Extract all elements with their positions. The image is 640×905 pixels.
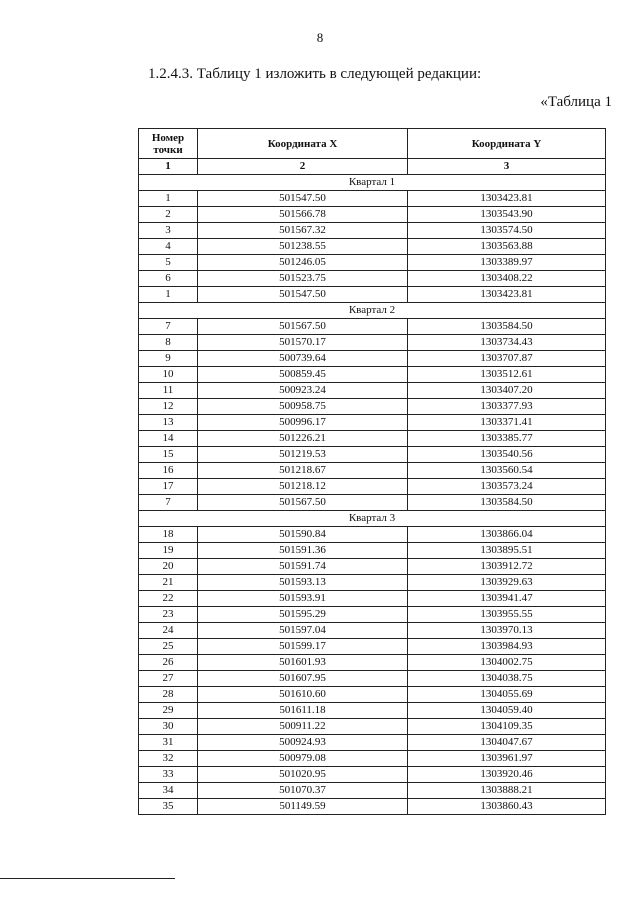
point-number-cell: 8 [139,335,198,351]
table-row [139,399,606,415]
table-row [139,207,606,223]
coordinate-x-cell: 501219.53 [198,447,408,463]
point-number-cell: 5 [139,255,198,271]
coordinate-y-cell: 1304002.75 [408,655,606,671]
point-number-cell: 30 [139,719,198,735]
coordinate-x-cell: 501591.74 [198,559,408,575]
coordinate-x-cell: 501547.50 [198,191,408,207]
table-row [139,607,606,623]
table-row [139,719,606,735]
table-row [139,527,606,543]
coordinate-x-cell: 500739.64 [198,351,408,367]
coordinate-y-cell: 1303423.81 [408,287,606,303]
point-number-cell: 32 [139,751,198,767]
header-point-number: Номер точки [139,129,198,159]
table-row [139,287,606,303]
coordinate-y-cell: 1303389.97 [408,255,606,271]
coordinate-x-cell: 501611.18 [198,703,408,719]
table-row [139,191,606,207]
table-row [139,495,606,511]
header-coordinate-x: Координата X [198,129,408,159]
coordinate-x-cell: 501567.50 [198,495,408,511]
coordinate-y-cell: 1303929.63 [408,575,606,591]
quarter-row [139,511,606,527]
coordinate-y-cell: 1303407.20 [408,383,606,399]
coordinate-y-cell: 1303888.21 [408,783,606,799]
coordinate-x-cell: 501523.75 [198,271,408,287]
coordinate-x-cell: 501218.12 [198,479,408,495]
coordinate-y-cell: 1304109.35 [408,719,606,735]
point-number-cell: 14 [139,431,198,447]
coordinate-x-cell: 501070.37 [198,783,408,799]
coordinate-x-cell: 501595.29 [198,607,408,623]
coordinates-table [138,128,606,815]
table-row [139,639,606,655]
coordinate-y-cell: 1304047.67 [408,735,606,751]
coordinate-y-cell: 1303560.54 [408,463,606,479]
table-row [139,415,606,431]
table-row [139,687,606,703]
table-row [139,799,606,815]
table-row [139,223,606,239]
coordinate-y-cell: 1303866.04 [408,527,606,543]
coordinate-x-cell: 501599.17 [198,639,408,655]
point-number-cell: 15 [139,447,198,463]
point-number-cell: 25 [139,639,198,655]
point-number-cell: 2 [139,207,198,223]
coordinate-x-cell: 501570.17 [198,335,408,351]
coordinate-y-cell: 1304038.75 [408,671,606,687]
coordinate-x-cell: 501226.21 [198,431,408,447]
point-number-cell: 6 [139,271,198,287]
coordinate-x-cell: 500979.08 [198,751,408,767]
point-number-cell: 7 [139,495,198,511]
coordinate-y-cell: 1303941.47 [408,591,606,607]
coordinate-x-cell: 500958.75 [198,399,408,415]
table-row [139,463,606,479]
coordinate-x-cell: 501566.78 [198,207,408,223]
point-number-cell: 13 [139,415,198,431]
coordinate-y-cell: 1303540.56 [408,447,606,463]
table-caption: «Таблица 1 [540,94,612,110]
coordinate-x-cell: 500911.22 [198,719,408,735]
point-number-cell: 26 [139,655,198,671]
point-number-cell: 21 [139,575,198,591]
table-row [139,767,606,783]
coordinate-y-cell: 1303895.51 [408,543,606,559]
table-row [139,431,606,447]
column-number: 2 [198,159,408,175]
table-row [139,559,606,575]
table-row [139,655,606,671]
coordinate-x-cell: 501547.50 [198,287,408,303]
table-row [139,383,606,399]
coordinate-y-cell: 1303423.81 [408,191,606,207]
point-number-cell: 11 [139,383,198,399]
coordinate-x-cell: 501610.60 [198,687,408,703]
point-number-cell: 28 [139,687,198,703]
table-row [139,239,606,255]
column-number: 3 [408,159,606,175]
coordinate-x-cell: 500859.45 [198,367,408,383]
table-row [139,575,606,591]
table-row [139,735,606,751]
point-number-cell: 20 [139,559,198,575]
table-row [139,703,606,719]
coordinate-x-cell: 501218.67 [198,463,408,479]
page-number: 8 [316,30,324,45]
coordinate-x-cell: 500924.93 [198,735,408,751]
coordinate-x-cell: 501246.05 [198,255,408,271]
coordinate-y-cell: 1303955.55 [408,607,606,623]
coordinate-y-cell: 1303707.87 [408,351,606,367]
coordinate-y-cell: 1303961.97 [408,751,606,767]
column-number: 1 [139,159,198,175]
point-number-cell: 4 [139,239,198,255]
coordinate-x-cell: 501607.95 [198,671,408,687]
point-number-cell: 17 [139,479,198,495]
point-number-cell: 31 [139,735,198,751]
coordinate-x-cell: 501593.13 [198,575,408,591]
coordinate-y-cell: 1303574.50 [408,223,606,239]
coordinate-x-cell: 500996.17 [198,415,408,431]
coordinate-y-cell: 1303584.50 [408,495,606,511]
table-row [139,623,606,639]
point-number-cell: 18 [139,527,198,543]
point-number-cell: 3 [139,223,198,239]
table-row [139,783,606,799]
table-header-row [139,129,606,159]
point-number-cell: 27 [139,671,198,687]
coordinate-x-cell: 501149.59 [198,799,408,815]
point-number-cell: 1 [139,287,198,303]
quarter-title: Квартал 3 [139,511,606,527]
point-number-cell: 23 [139,607,198,623]
coordinate-y-cell: 1304059.40 [408,703,606,719]
coordinate-x-cell: 500923.24 [198,383,408,399]
coordinate-x-cell: 501601.93 [198,655,408,671]
coordinate-x-cell: 501597.04 [198,623,408,639]
footnote-rule [0,878,175,879]
intro-paragraph: 1.2.4.3. Таблицу 1 изложить в следующей редакции: [148,66,482,82]
coordinate-y-cell: 1303385.77 [408,431,606,447]
header-coordinate-y: Координата Y [408,129,606,159]
point-number-cell: 35 [139,799,198,815]
point-number-cell: 16 [139,463,198,479]
table-row [139,351,606,367]
point-number-cell: 9 [139,351,198,367]
coordinate-y-cell: 1303371.41 [408,415,606,431]
point-number-cell: 33 [139,767,198,783]
quarter-title: Квартал 1 [139,175,606,191]
coordinate-y-cell: 1303408.22 [408,271,606,287]
point-number-cell: 10 [139,367,198,383]
coordinate-y-cell: 1303584.50 [408,319,606,335]
quarter-title: Квартал 2 [139,303,606,319]
point-number-cell: 22 [139,591,198,607]
point-number-cell: 12 [139,399,198,415]
table-row [139,271,606,287]
table-row [139,591,606,607]
coordinate-y-cell: 1303573.24 [408,479,606,495]
table-row [139,751,606,767]
coordinate-y-cell: 1303912.72 [408,559,606,575]
coordinate-x-cell: 501238.55 [198,239,408,255]
quarter-row [139,303,606,319]
coordinate-y-cell: 1303512.61 [408,367,606,383]
coordinate-y-cell: 1303920.46 [408,767,606,783]
coordinate-y-cell: 1304055.69 [408,687,606,703]
table-row [139,671,606,687]
table-body [139,175,606,815]
quarter-row [139,175,606,191]
point-number-cell: 1 [139,191,198,207]
point-number-cell: 19 [139,543,198,559]
coordinate-y-cell: 1303563.88 [408,239,606,255]
coordinate-y-cell: 1303543.90 [408,207,606,223]
table-row [139,255,606,271]
coordinate-y-cell: 1303970.13 [408,623,606,639]
coordinate-x-cell: 501593.91 [198,591,408,607]
coordinate-x-cell: 501567.50 [198,319,408,335]
point-number-cell: 34 [139,783,198,799]
coordinate-y-cell: 1303860.43 [408,799,606,815]
coordinate-y-cell: 1303734.43 [408,335,606,351]
coordinate-x-cell: 501567.32 [198,223,408,239]
point-number-cell: 24 [139,623,198,639]
point-number-cell: 7 [139,319,198,335]
table-row [139,319,606,335]
table-column-numbers-row [139,159,606,175]
table-row [139,543,606,559]
table-row [139,367,606,383]
table-row [139,335,606,351]
table-row [139,447,606,463]
coordinate-x-cell: 501590.84 [198,527,408,543]
coordinate-y-cell: 1303984.93 [408,639,606,655]
coordinate-y-cell: 1303377.93 [408,399,606,415]
point-number-cell: 29 [139,703,198,719]
coordinate-x-cell: 501591.36 [198,543,408,559]
coordinate-x-cell: 501020.95 [198,767,408,783]
table-row [139,479,606,495]
